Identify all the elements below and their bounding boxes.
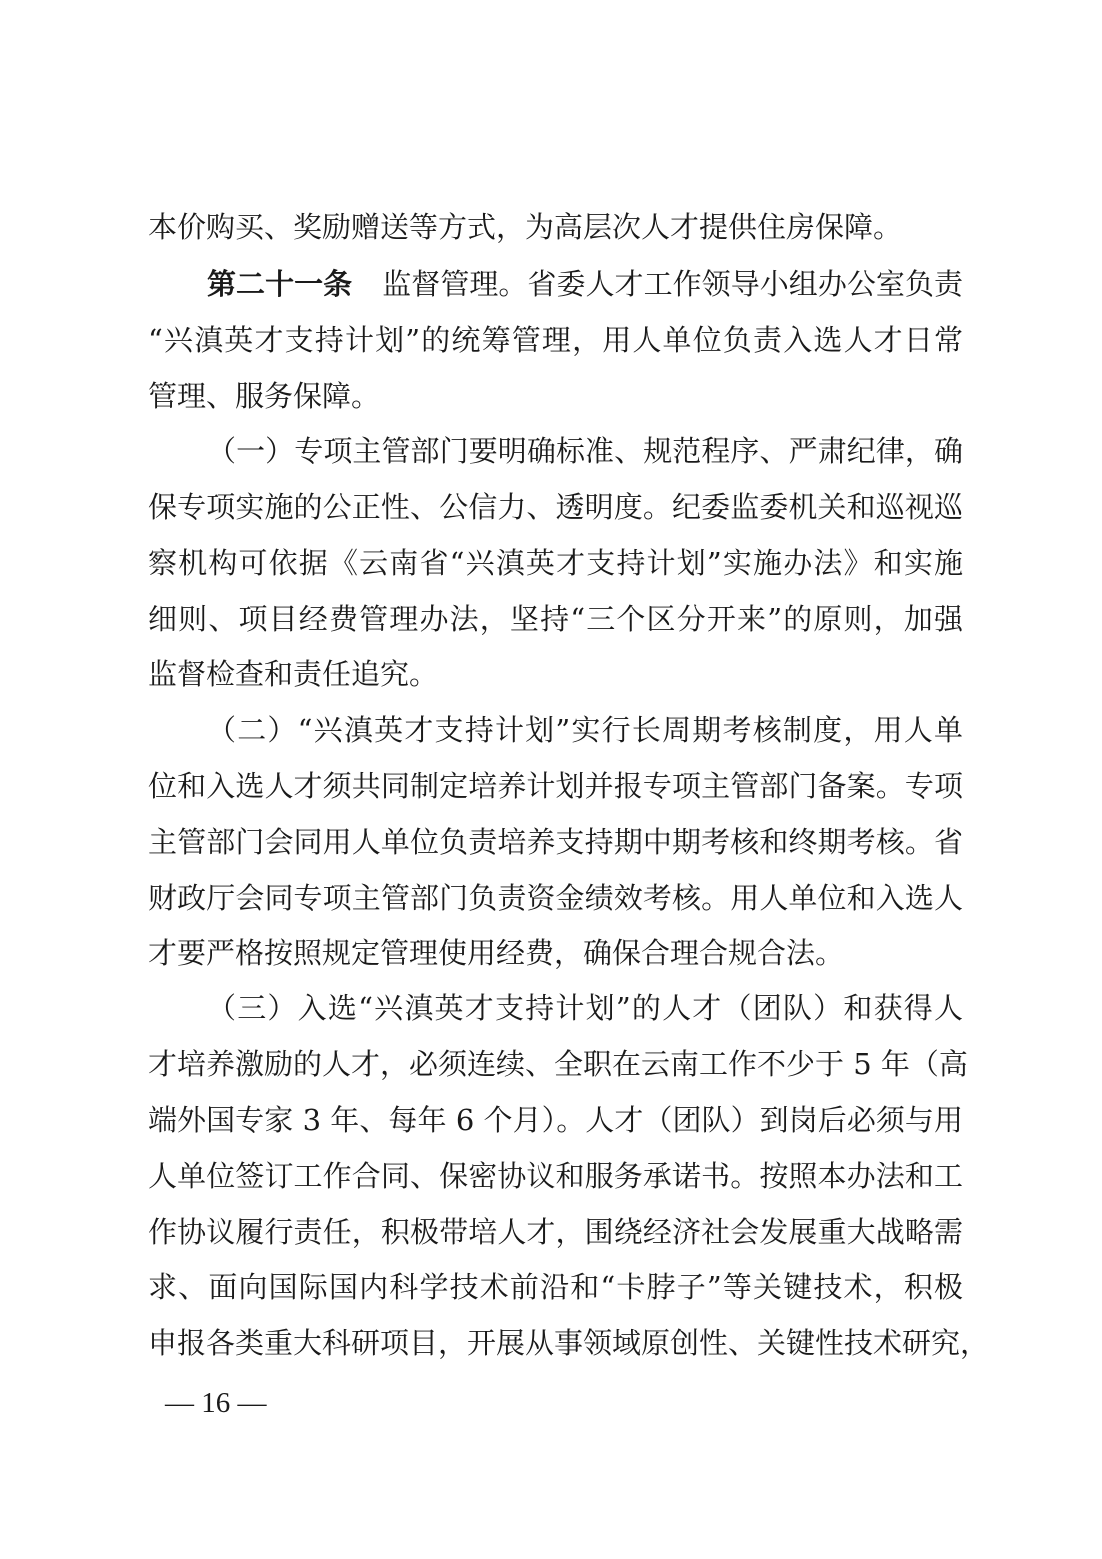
paragraph-line: 才培养激励的人才，必须连续、全职在云南工作不少于 5 年（高 [148,1047,968,1081]
paragraph-line: 主管部门会同用人单位负责培养支持期中期考核和终期考核。省 [148,825,963,859]
article-number: 第二十一条 [207,267,353,301]
paragraph-line: 保专项实施的公正性、公信力、透明度。纪委监委机关和巡视巡 [148,490,963,524]
paragraph-line: 细则、项目经费管理办法，坚持“三个区分开来”的原则，加强 [148,602,963,636]
article-heading-line [207,267,963,301]
paragraph-line: （一）专项主管部门要明确标准、规范程序、严肃纪律，确 [207,434,963,468]
paragraph-line: 求、面向国际国内科学技术前沿和“卡脖子”等关键技术，积极 [148,1270,963,1304]
paragraph-line: 人单位签订工作合同、保密协议和服务承诺书。按照本办法和工 [148,1159,963,1193]
paragraph-line: 才要严格按照规定管理使用经费，确保合理合规合法。 [148,936,845,970]
paragraph-line: 申报各类重大科研项目，开展从事领域原创性、关键性技术研究， [148,1326,990,1360]
article-text: 监督管理。省委人才工作领导小组办公室负责 [382,267,963,301]
paragraph-line: （三）入选“兴滇英才支持计划”的人才（团队）和获得人 [207,991,963,1025]
paragraph-line: 监督检查和责任追究。 [148,657,439,691]
paragraph-line: 位和入选人才须共同制定培养计划并报专项主管部门备案。专项 [148,769,963,803]
paragraph-line: 端外国专家 3 年、每年 6 个月）。人才（团队）到岗后必须与用 [148,1103,963,1137]
paragraph-line: “兴滇英才支持计划”的统筹管理，用人单位负责入选人才日常 [148,323,963,357]
paragraph-line: （二）“兴滇英才支持计划”实行长周期考核制度，用人单 [207,713,963,747]
paragraph-line: 本价购买、奖励赠送等方式，为高层次人才提供住房保障。 [148,210,903,244]
paragraph-line: 察机构可依据《云南省“兴滇英才支持计划”实施办法》和实施 [148,546,963,580]
page-number: — 16 — [165,1387,267,1419]
paragraph-line: 财政厅会同专项主管部门负责资金绩效考核。用人单位和入选人 [148,881,963,915]
paragraph-line: 作协议履行责任，积极带培人才，围绕经济社会发展重大战略需 [148,1215,963,1249]
paragraph-line: 管理、服务保障。 [148,379,381,413]
